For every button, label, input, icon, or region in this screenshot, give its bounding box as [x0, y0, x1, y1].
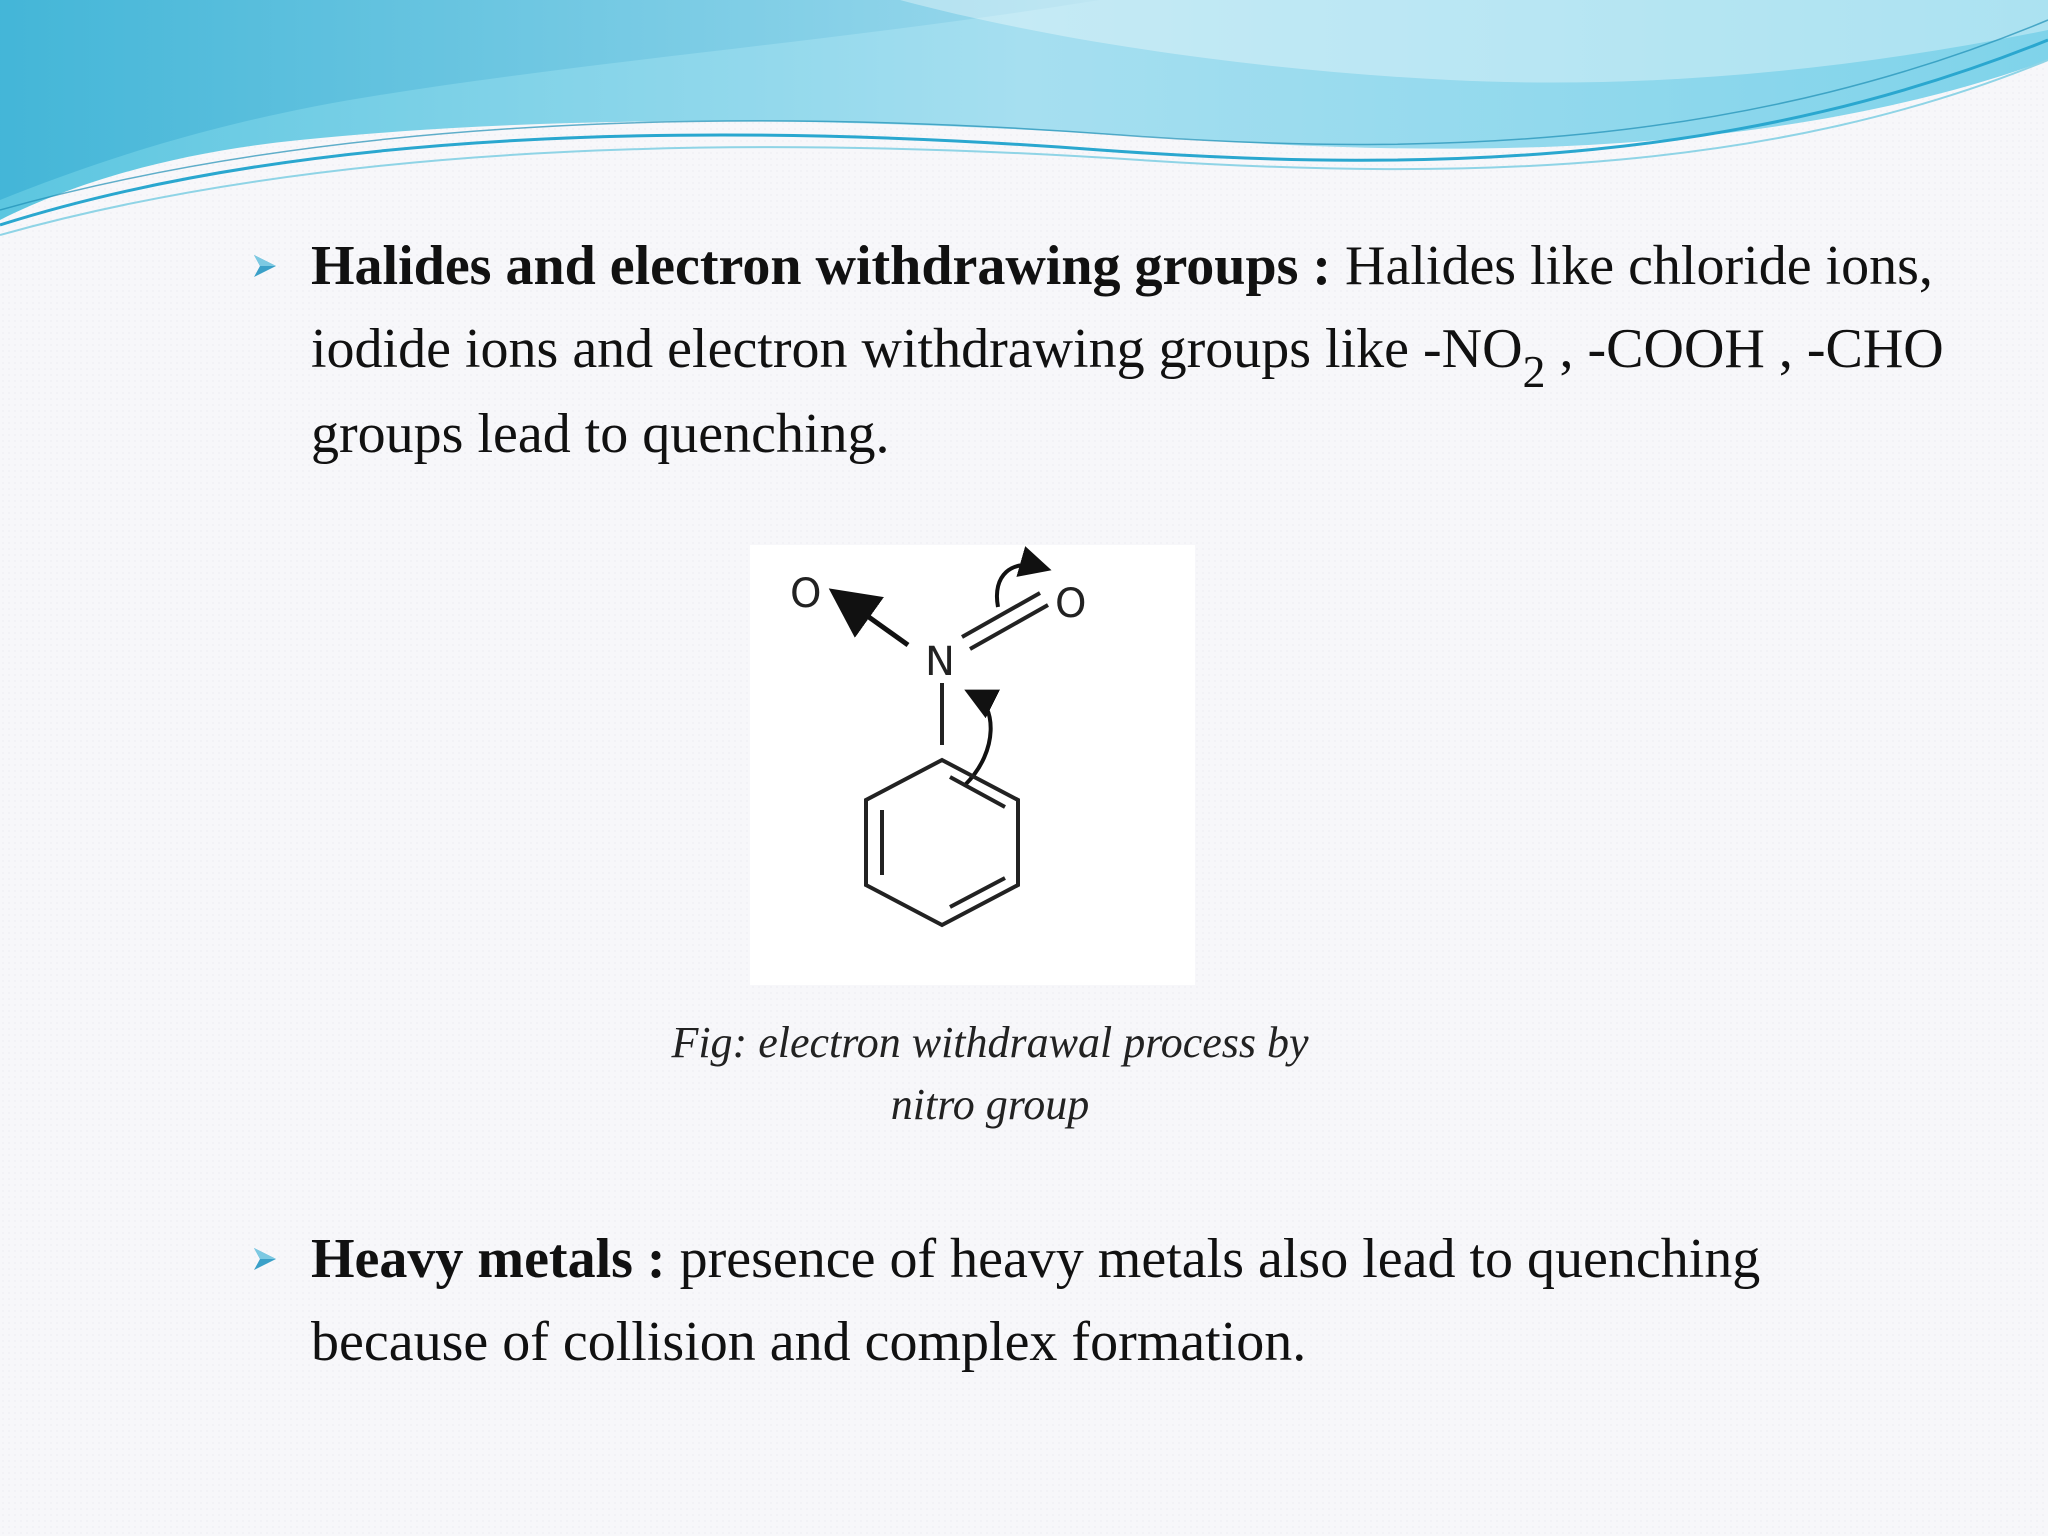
nitrobenzene-structure — [750, 545, 1195, 985]
figure-caption — [560, 1012, 1420, 1136]
oxygen-left-label: O — [790, 571, 822, 617]
nitro-group-figure — [750, 545, 1195, 985]
header-wave-decoration — [0, 0, 2048, 240]
arrow-bullet-icon — [250, 251, 280, 281]
no2-subscript: 2 — [1522, 346, 1546, 397]
bullet-heavy-metals-body: presence of heavy metals also lead to quenching because of collision and complex formation. — [311, 1228, 1761, 1373]
oxygen-right-label: O — [1055, 581, 1087, 627]
figure-caption-line2: nitro group — [890, 1080, 1090, 1129]
bullet-heavy-metals-text — [311, 1218, 1951, 1384]
bullet-halides-text — [311, 225, 1951, 476]
bullet-halides-body: Halides like chloride ions, iodide ions and electron withdrawing groups like -NO — [311, 235, 1933, 380]
nitrogen-label: N — [925, 639, 955, 685]
figure-caption-line1: Fig: electron withdrawal process by — [671, 1018, 1309, 1067]
bullet-halides — [250, 225, 1944, 485]
bullet-heavy-metals-heading: Heavy metals : — [311, 1228, 666, 1290]
bullet-heavy-metals — [250, 1218, 1930, 1398]
bullet-halides-body-end: , -COOH , -CHO groups lead to quenching. — [311, 318, 1944, 465]
arrow-bullet-icon — [250, 1244, 280, 1274]
bullet-halides-heading: Halides and electron withdrawing groups : — [311, 235, 1332, 297]
